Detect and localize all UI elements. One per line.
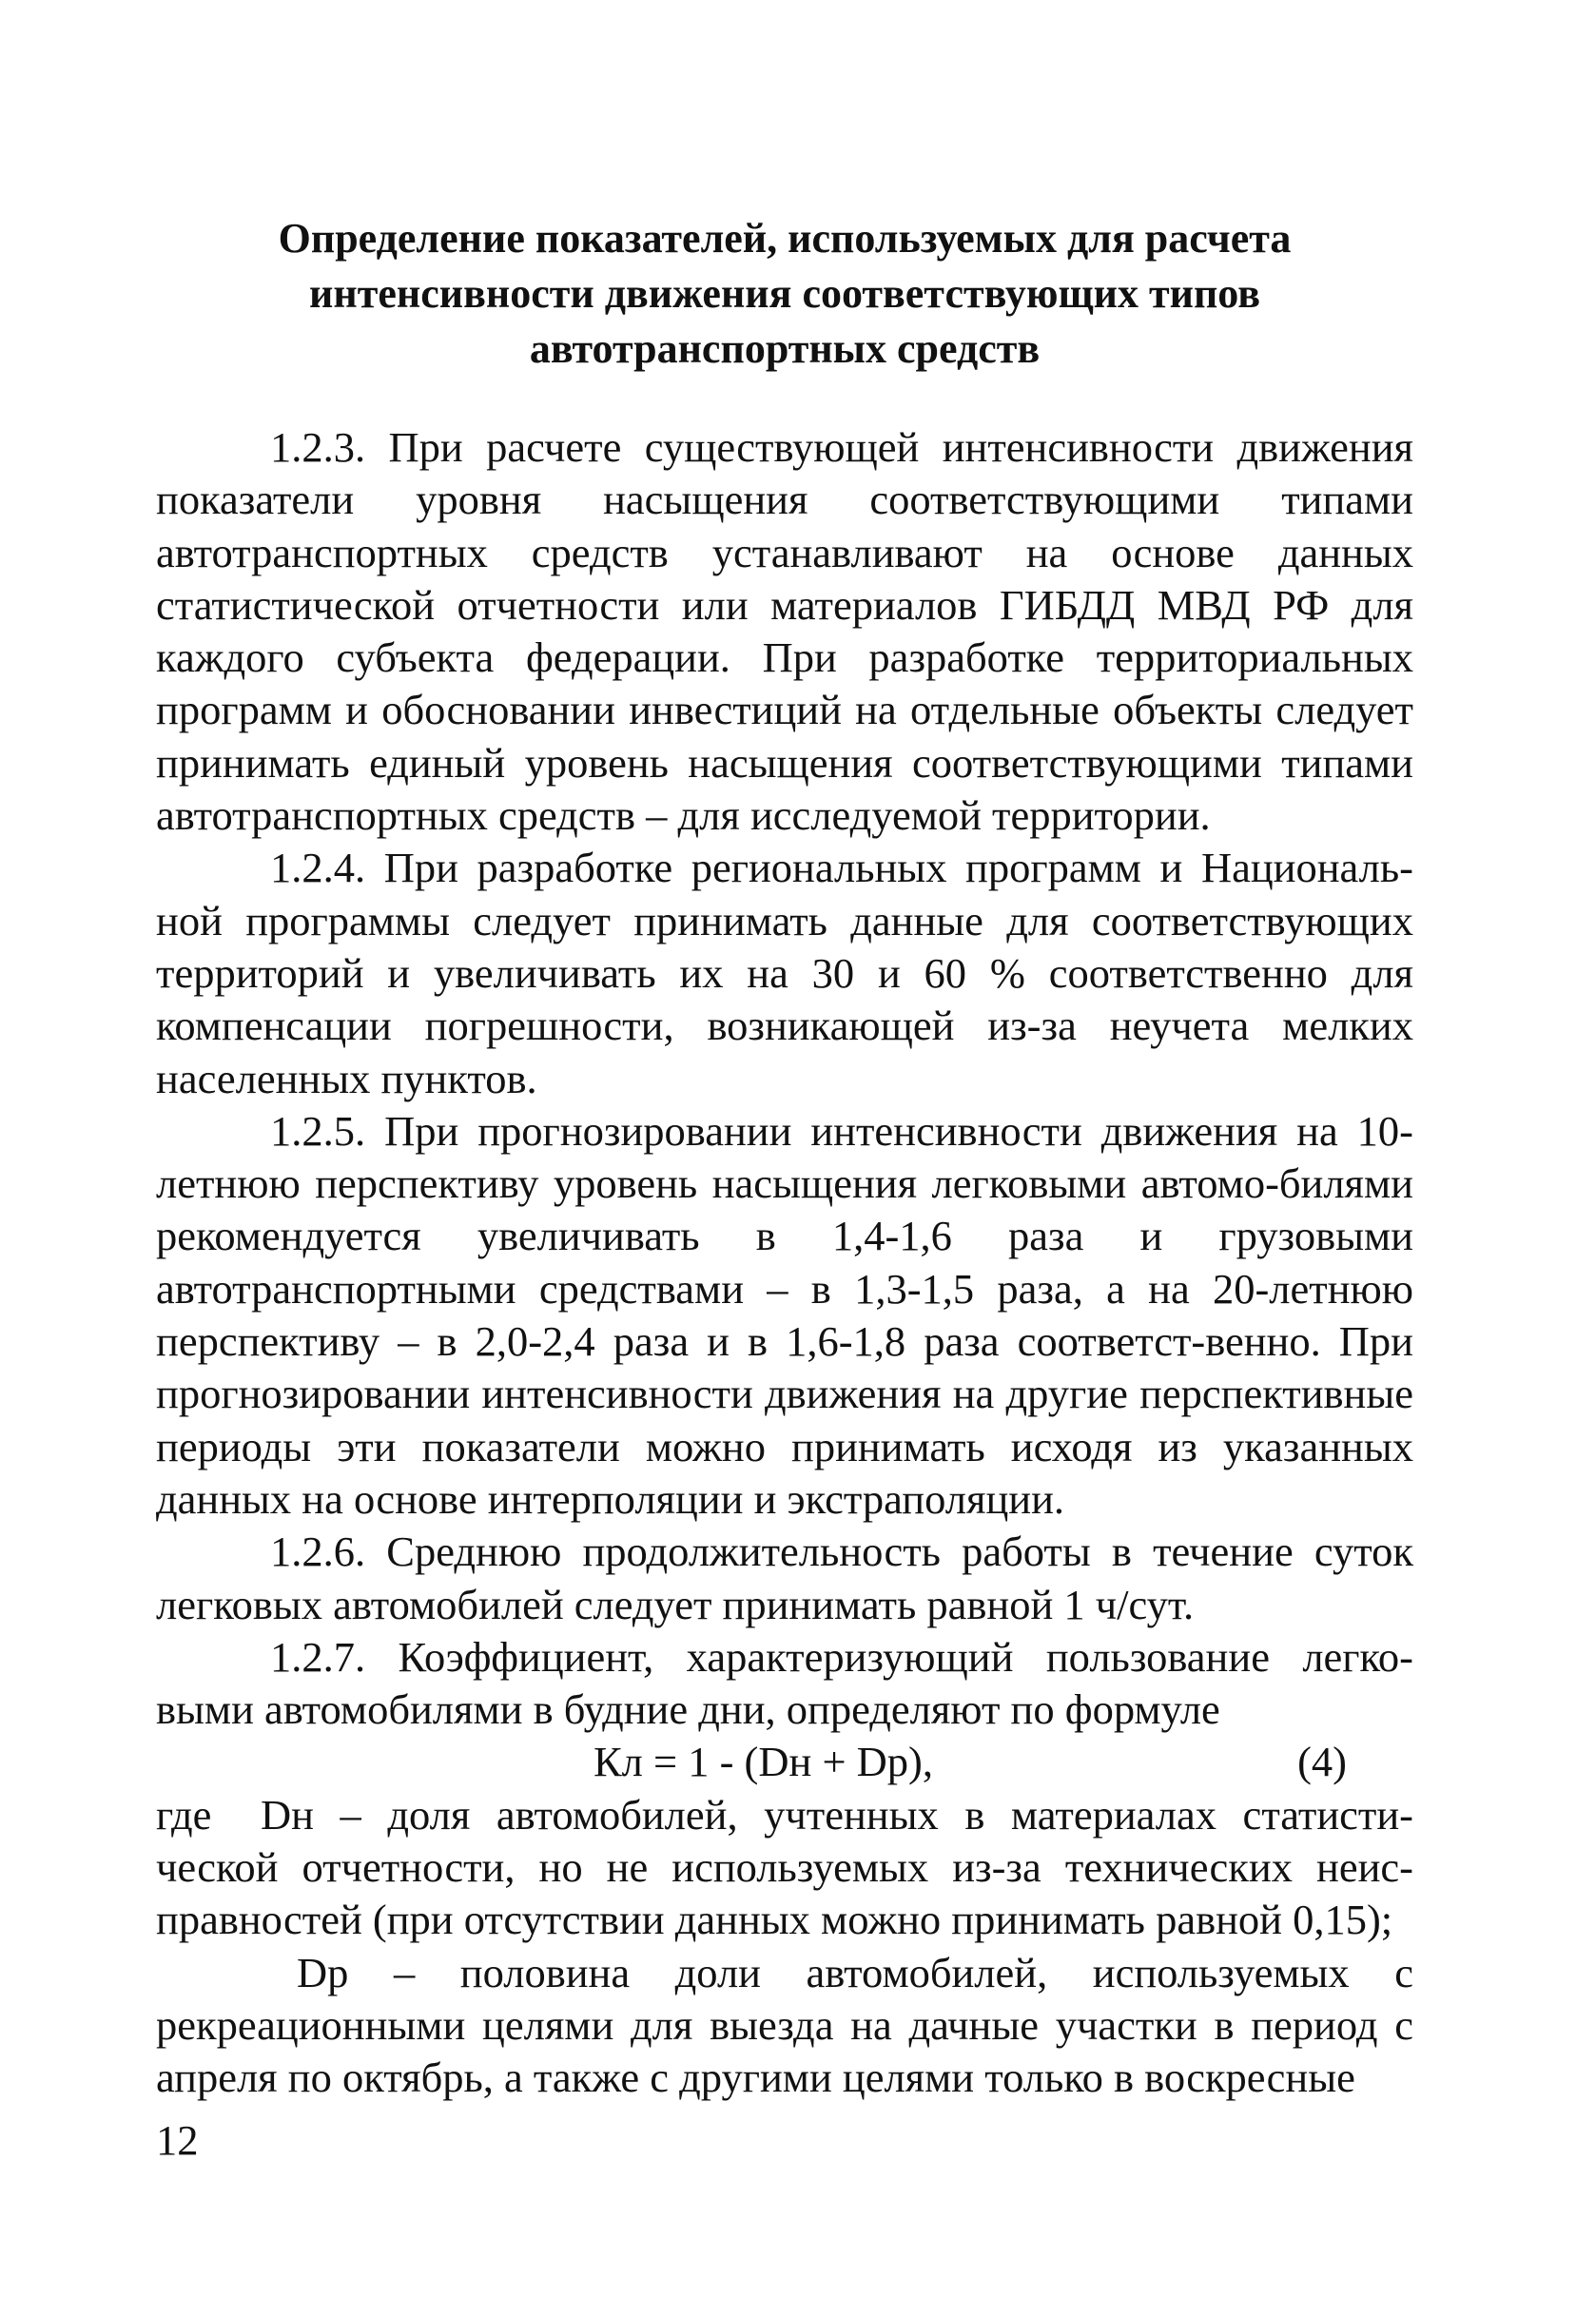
definition-dp: Dр – половина доли автомобилей, используемых с рекреационными целями для выезда на дачные участки в период с апреля по октябрь, а также с другими целями только в воскресные	[156, 1948, 1413, 2102]
document-page	[156, 211, 1413, 2105]
definition-dn	[156, 1789, 1413, 1947]
definition-dn-text: Dн – доля автомобилей, учтенных в материалах статисти-ческой отчетности, но не используемых из-за технических неис-правностей (при отсутствии данных можно принимать равной 0,15);	[156, 1790, 1413, 1944]
where-word: где	[156, 1790, 212, 1839]
heading-line-3: автотранспортных средств	[529, 325, 1041, 372]
page-number: 12	[156, 2116, 199, 2164]
formula-expression: Кл = 1 - (Dн + Dр),	[594, 1738, 933, 1786]
heading-line-1: Определение показателей, используемых для расчета	[278, 215, 1292, 262]
paragraph-1-2-4: 1.2.4. При разработке региональных программ и Националь-ной программы следует принимать данные для соответствующих территорий и увеличивать их на 30 и 60 % соответственно для компенсации погрешности, возникающей из-за неучета мелких населенных пунктов.	[156, 844, 1413, 1102]
paragraph-1-2-5: 1.2.5. При прогнозировании интенсивности движения на 10-летнюю перспективу уровень насыщения легковыми автомо-билями рекомендуется увеличивать в 1,4-1,6 раза и грузовыми автотранспортными средствами – в 1,3-1,5 раза, а на 20-летнюю перспективу – в 2,0-2,4 раза и в 1,6-1,8 раза соответст-венно. При прогнозировании интенсивности движения на другие перспективные периоды эти показатели можно принимать исходя из указанных данных на основе интерполяции и экстраполяции.	[156, 1106, 1413, 1523]
paragraph-1-2-3: 1.2.3. При расчете существующей интенсивности движения показатели уровня насыщения соответствующими типами автотранспортных средств устанавливают на основе данных статистической отчетности или материалов ГИБДД МВД РФ для каждого субъекта федерации. При разработке территориальных программ и обосновании инвестиций на отдельные объекты следует принимать единый уровень насыщения соответствующими типами автотранспортных средств – для исследуемой территории.	[156, 423, 1413, 840]
paragraph-1-2-7: 1.2.7. Коэффициент, характеризующий пользование легко-выми автомобилями в будние дни, определяют по формуле	[156, 1632, 1413, 1734]
formula-number: (4)	[1297, 1738, 1347, 1786]
formula-4	[156, 1736, 1413, 1788]
heading-line-2: интенсивности движения соответствующих типов	[309, 270, 1260, 317]
paragraph-1-2-6: 1.2.6. Среднюю продолжительность работы в течение суток легковых автомобилей следует принимать равной 1 ч/сут.	[156, 1528, 1413, 1628]
section-heading	[156, 211, 1413, 377]
